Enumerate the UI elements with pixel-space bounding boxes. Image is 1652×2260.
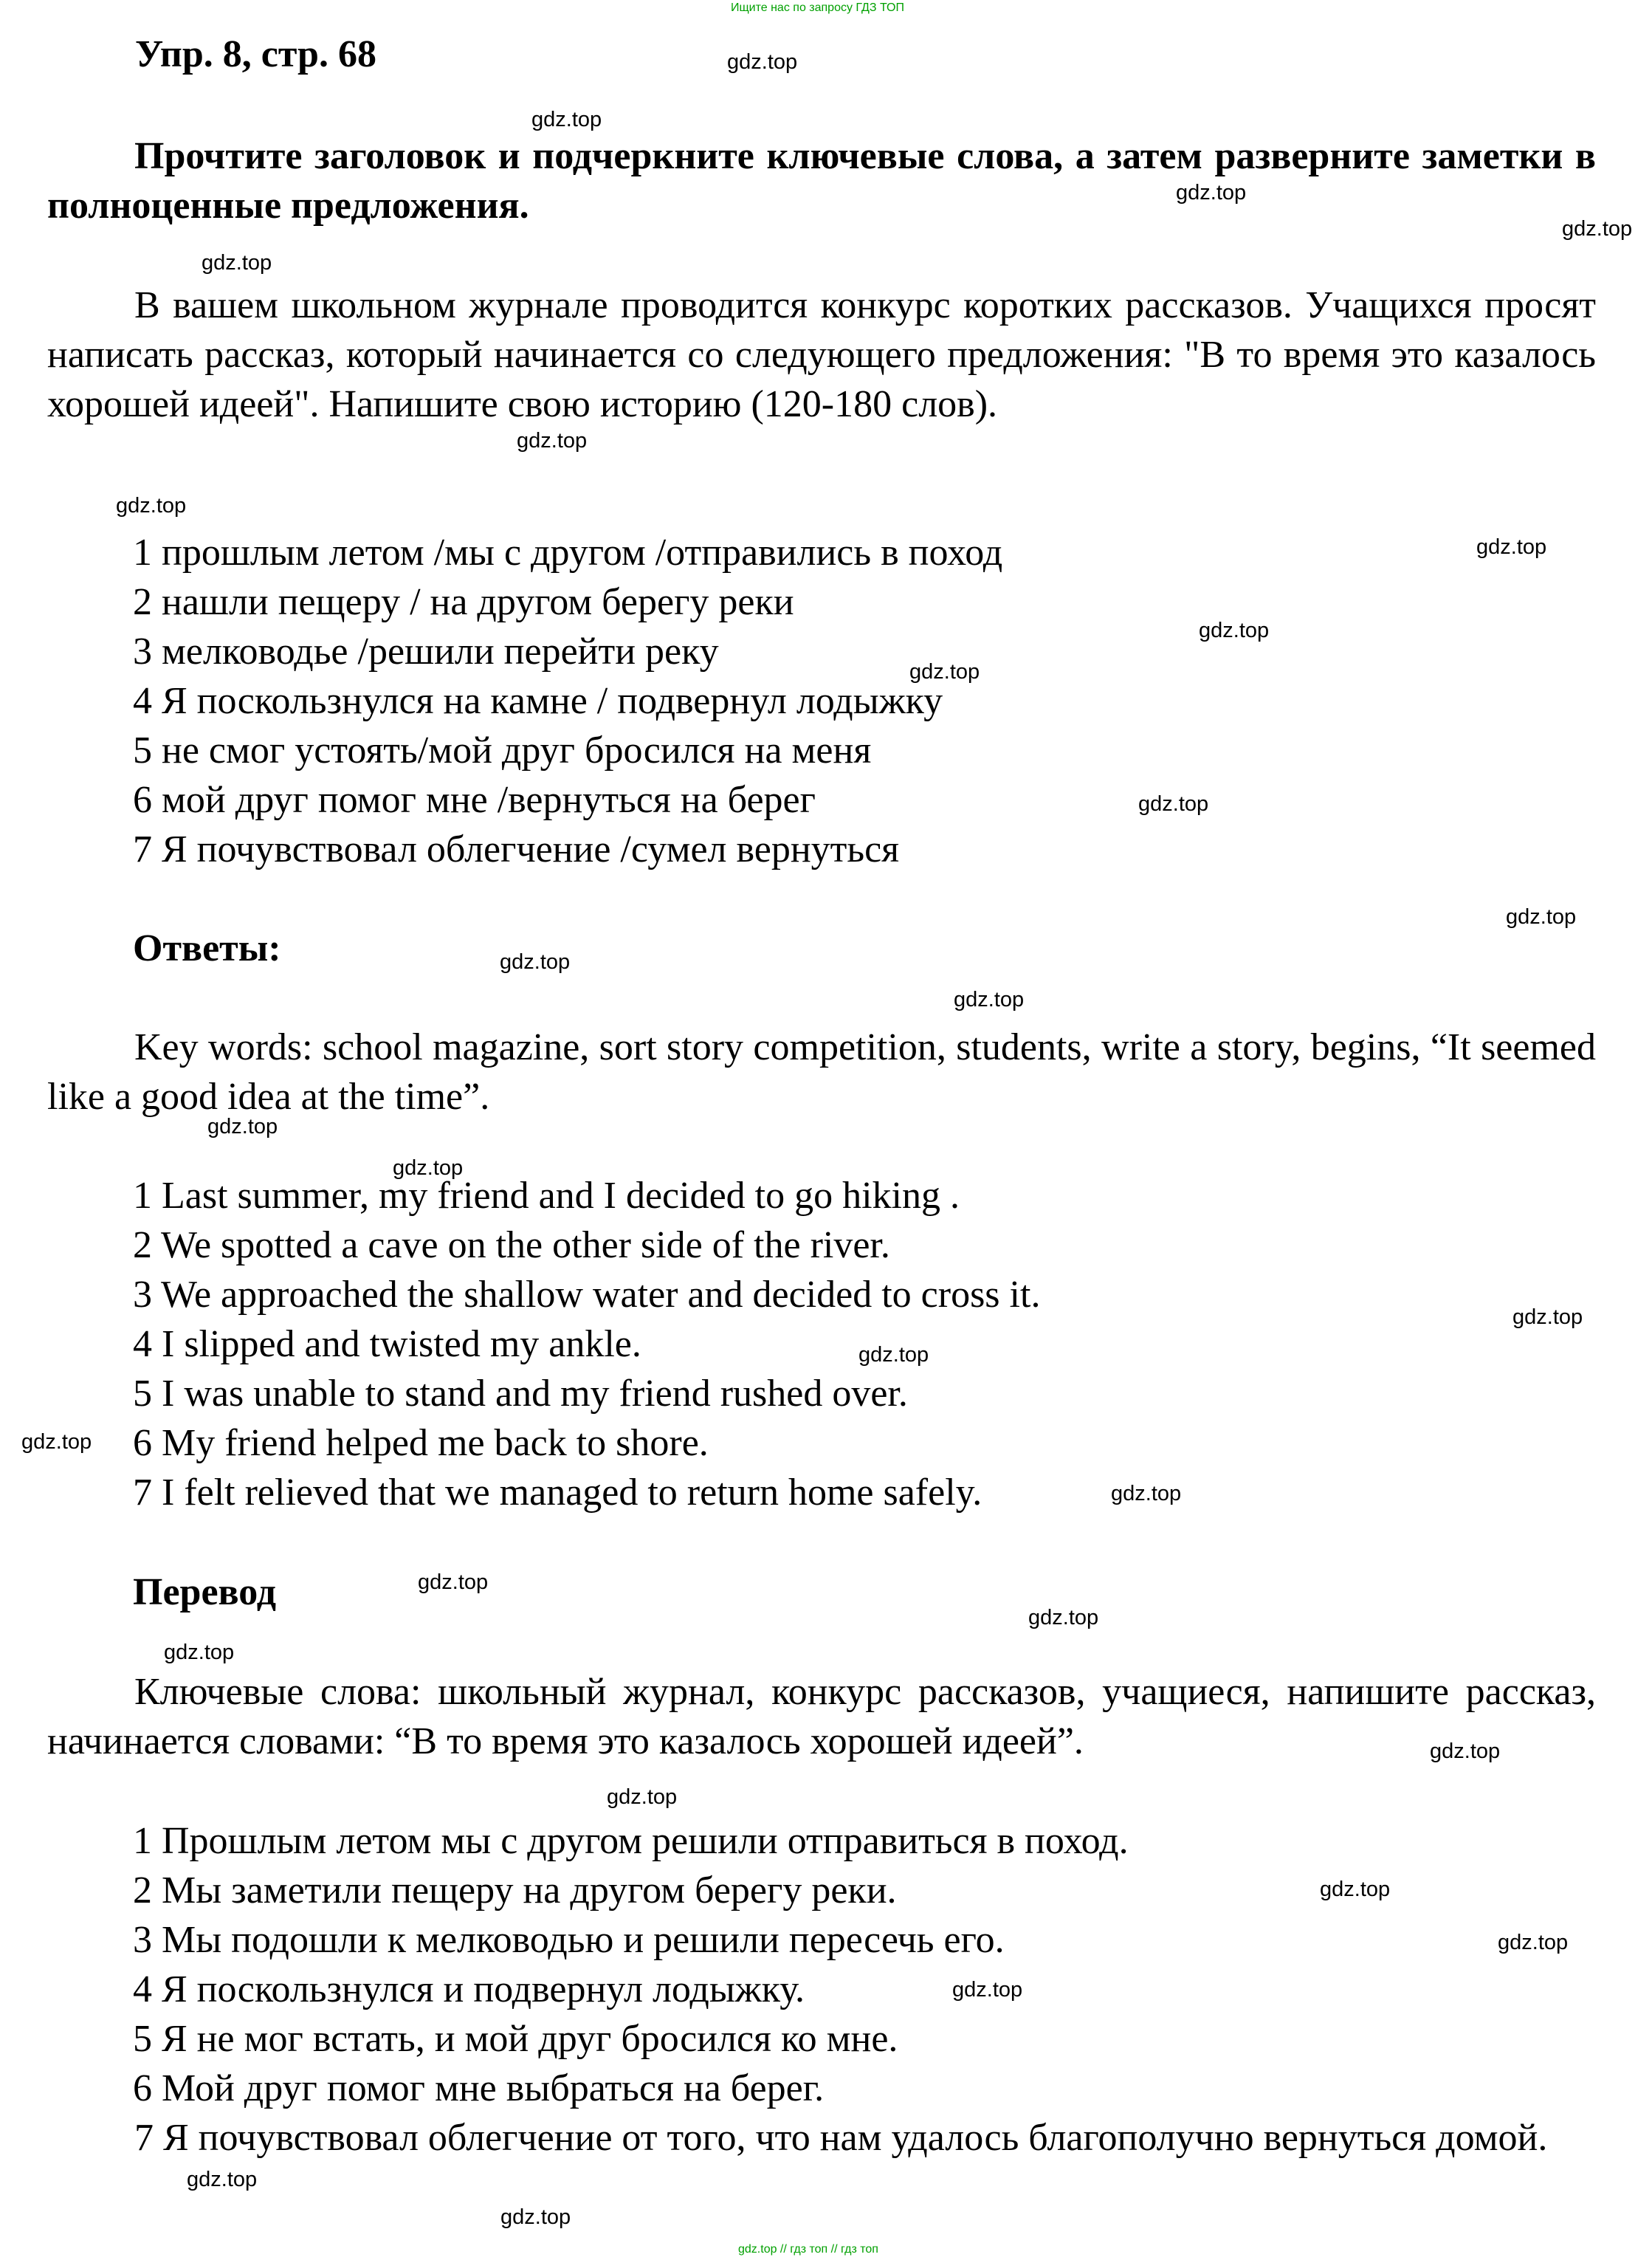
translation-key-words-text: Ключевые слова: школьный журнал, конкурс рассказов, учащиеся, напишите рассказ, начинается словами: “В то время это казалось хорошей идеей”. (47, 1671, 1596, 1762)
watermark: gdz.top (207, 1115, 278, 1138)
note-line: 3 мелководье /решили перейти реку (133, 631, 719, 673)
watermark: gdz.top (116, 494, 187, 518)
watermark: gdz.top (500, 2205, 571, 2229)
header-search-link[interactable]: Ищите нас по запросу ГДЗ ТОП (731, 1, 904, 14)
key-words-text: Key words: school magazine, sort story competition, students, write a story, begins, “It seemed like a good idea at the time”. (47, 1026, 1596, 1118)
answer-line: 3 We approached the shallow water and decided to cross it. (133, 1274, 1041, 1316)
watermark: gdz.top (858, 1343, 929, 1367)
watermark: gdz.top (1138, 792, 1209, 816)
instruction-text: Прочтите заголовок и подчеркните ключевые слова, а затем разверните заметки в полноценные предложения. (47, 135, 1596, 227)
watermark: gdz.top (1506, 905, 1577, 929)
note-line: 5 не смог устоять/мой друг бросился на меня (133, 729, 872, 772)
footer-link[interactable]: gdz.top // гдз топ // гдз топ (738, 2243, 878, 2256)
translation-line-last: 7 Я почувствовал облегчение от того, что нам удалось благополучно вернуться домой. (134, 2117, 1548, 2159)
watermark: gdz.top (727, 50, 798, 74)
page-title: Упр. 8, стр. 68 (135, 33, 376, 75)
answer-line: 7 I felt relieved that we managed to return home safely. (133, 1471, 982, 1514)
watermark: gdz.top (1430, 1739, 1501, 1763)
translation-line: 2 Мы заметили пещеру на другом берегу реки. (133, 1869, 897, 1912)
watermark: gdz.top (1498, 1931, 1569, 1954)
watermark: gdz.top (418, 1570, 489, 1594)
watermark: gdz.top (1320, 1878, 1391, 1901)
answers-heading: Ответы: (133, 927, 281, 969)
note-line: 7 Я почувствовал облегчение /сумел вернуться (133, 828, 900, 870)
watermark: gdz.top (164, 1641, 235, 1664)
translation-line: 1 Прошлым летом мы с другом решили отправиться в поход. (133, 1820, 1129, 1862)
watermark: gdz.top (531, 108, 602, 131)
watermark: gdz.top (202, 251, 272, 275)
watermark: gdz.top (1028, 1606, 1099, 1629)
watermark: gdz.top (21, 1430, 92, 1454)
answer-line: 6 My friend helped me back to shore. (133, 1422, 709, 1464)
translation-line: 4 Я поскользнулся и подвернул лодыжку. (133, 1968, 805, 2010)
answer-line: 4 I slipped and twisted my ankle. (133, 1323, 641, 1365)
watermark: gdz.top (1512, 1305, 1583, 1329)
watermark: gdz.top (393, 1156, 464, 1180)
translation-line: 6 Мой друг помог мне выбраться на берег. (133, 2067, 825, 2109)
watermark: gdz.top (517, 429, 588, 453)
watermark: gdz.top (1562, 217, 1633, 241)
watermark: gdz.top (952, 1978, 1023, 2002)
watermark: gdz.top (954, 988, 1025, 1011)
watermark: gdz.top (909, 660, 980, 684)
task-text: В вашем школьном журнале проводится конкурс коротких рассказов. Учащихся просят написать рассказ, который начинается со следующего предложения: "В то время это казалось хорошей идеей". Напишите свою историю (120-180 слов). (47, 284, 1596, 425)
watermark: gdz.top (1111, 1482, 1182, 1505)
note-line: 4 Я поскользнулся на камне / подвернул лодыжку (133, 680, 943, 722)
translation-line: 3 Мы подошли к мелководью и решили пересечь его. (133, 1919, 1005, 1961)
watermark: gdz.top (500, 950, 571, 974)
watermark: gdz.top (1199, 619, 1270, 642)
watermark: gdz.top (187, 2168, 258, 2191)
answer-line: 5 I was unable to stand and my friend rushed over. (133, 1373, 908, 1415)
note-line: 1 прошлым летом /мы с другом /отправились в поход (133, 532, 1003, 574)
translation-heading: Перевод (133, 1571, 277, 1613)
watermark: gdz.top (1476, 535, 1547, 559)
translation-line: 5 Я не мог встать, и мой друг бросился ко мне. (133, 2018, 898, 2060)
note-line: 6 мой друг помог мне /вернуться на берег (133, 779, 816, 821)
answer-line: 1 Last summer, my friend and I decided to go hiking . (133, 1175, 960, 1217)
watermark: gdz.top (607, 1785, 678, 1809)
note-line: 2 нашли пещеру / на другом берегу реки (133, 581, 794, 623)
watermark: gdz.top (1176, 181, 1247, 205)
answer-line: 2 We spotted a cave on the other side of the river. (133, 1224, 890, 1266)
